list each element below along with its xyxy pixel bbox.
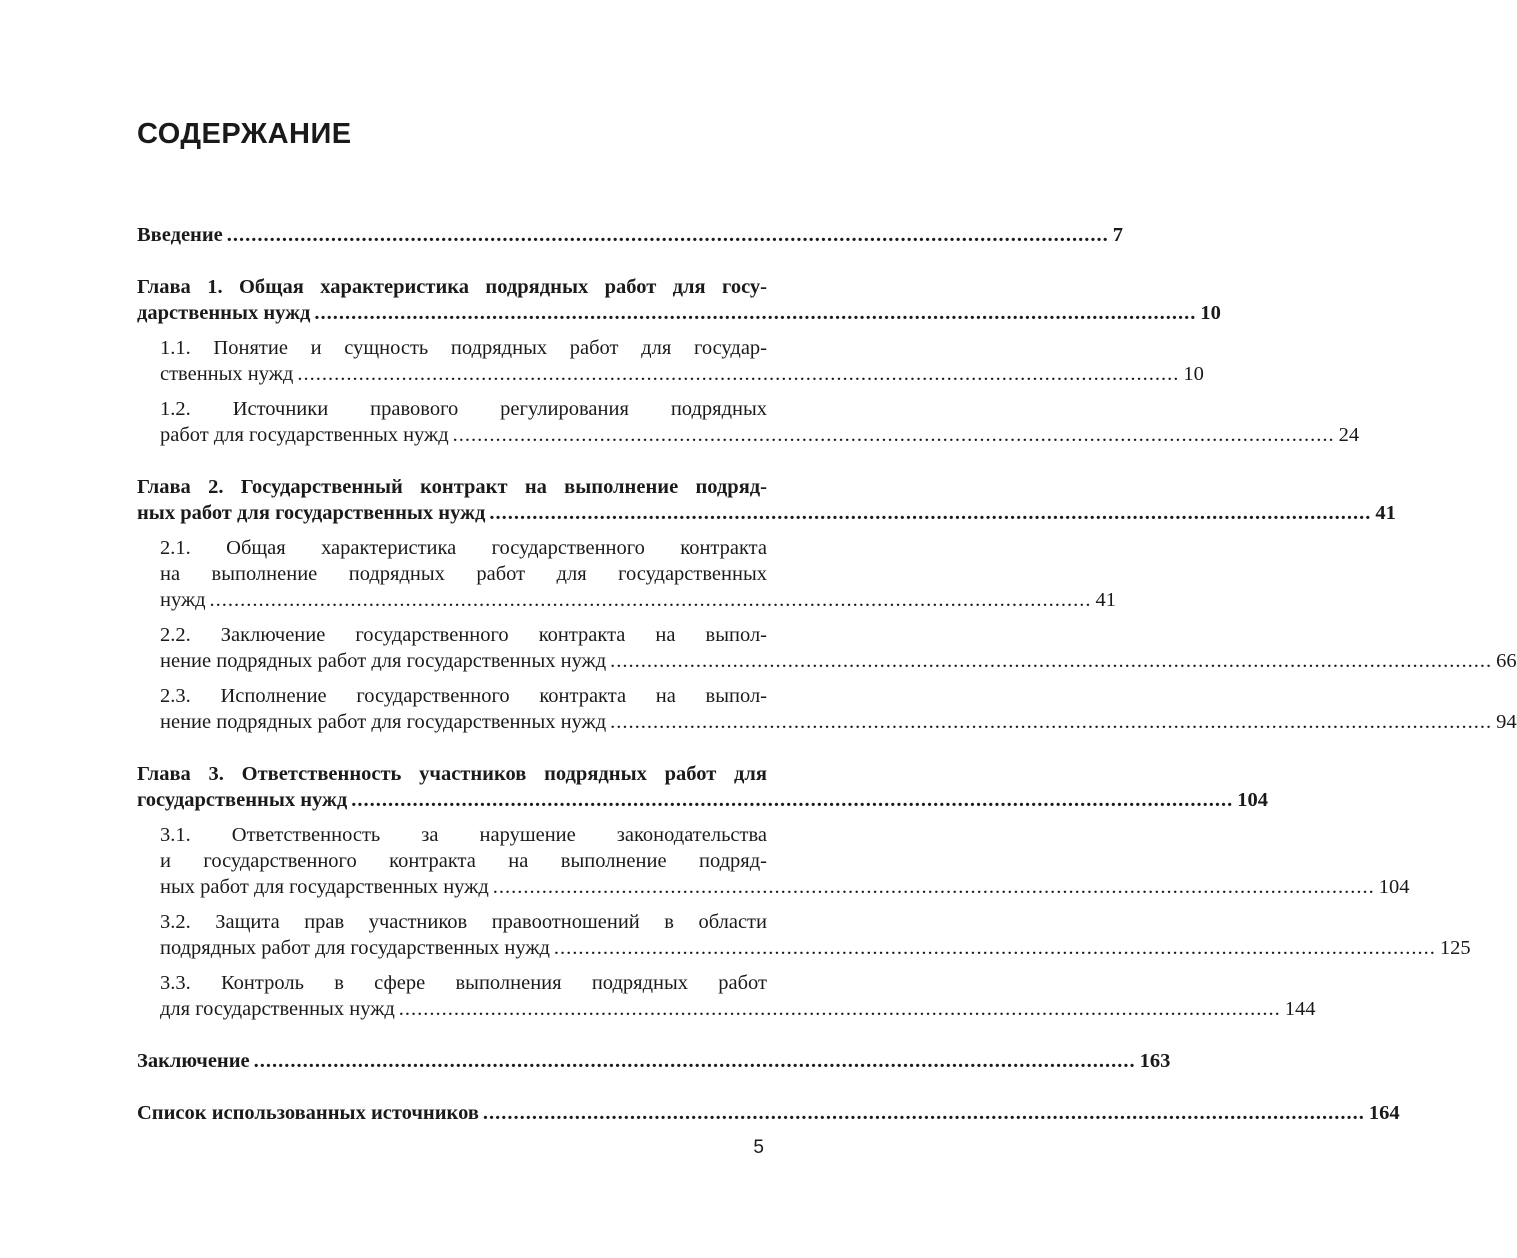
page-number: 5	[753, 1137, 764, 1158]
toc-entry-chapter-2[interactable]	[137, 474, 1396, 526]
toc-leader-dots: ................................................................................................................................................	[351, 789, 1234, 811]
toc-entry-title: Заключение	[137, 1050, 250, 1072]
toc-entry-title-line: 3.3. Контроль в сфере выполнения подрядных работ	[160, 972, 767, 994]
toc-entry-title-line: подрядных работ для государственных нужд	[160, 937, 550, 959]
toc-page-number: 104	[1378, 876, 1410, 898]
toc-entry-intro[interactable]	[137, 222, 1124, 248]
table-of-contents	[137, 222, 1517, 1126]
toc-page-number: 10	[1200, 302, 1221, 324]
toc-leader-dots: ................................................................................................................................................	[209, 589, 1092, 611]
toc-entry-title-line: работ для государственных нужд	[160, 424, 449, 446]
toc-page-number: 94	[1496, 711, 1517, 733]
toc-leader-dots: ................................................................................................................................................	[610, 650, 1493, 672]
toc-entry-conclusion[interactable]	[137, 1048, 1171, 1074]
toc-leader-dots: ................................................................................................................................................	[610, 711, 1493, 733]
toc-leader-dots: ................................................................................................................................................	[297, 363, 1180, 385]
toc-leader-dots: ................................................................................................................................................	[482, 1102, 1365, 1124]
toc-page-number: 144	[1284, 998, 1316, 1020]
toc-entry-title-line: ных работ для государственных нужд	[160, 876, 489, 898]
toc-page-number: 41	[1375, 502, 1396, 524]
toc-entry-title-line: 1.1. Понятие и сущность подрядных работ для государ-	[160, 337, 767, 359]
toc-entry-title-line: Глава 1. Общая характеристика подрядных работ для госу-	[137, 276, 767, 298]
toc-entry-title-line: 2.3. Исполнение государственного контракта на выпол-	[160, 685, 767, 707]
toc-entry-title-line: государственных нужд	[137, 789, 348, 811]
toc-leader-dots: ................................................................................................................................................	[314, 302, 1197, 324]
toc-leader-dots: ................................................................................................................................................	[226, 224, 1109, 246]
toc-entry-sources[interactable]	[137, 1100, 1400, 1126]
page-title: СОДЕРЖАНИЕ	[137, 118, 352, 150]
toc-entry-title-line: для государственных нужд	[160, 998, 395, 1020]
toc-entry-title-line: 2.2. Заключение государственного контракта на выпол-	[160, 624, 767, 646]
toc-leader-dots: ................................................................................................................................................	[492, 876, 1375, 898]
toc-entry-section-2-3[interactable]	[137, 683, 1517, 735]
toc-page-number: 164	[1368, 1102, 1400, 1124]
toc-page-number: 104	[1237, 789, 1268, 811]
toc-entry-title-line: дарственных нужд	[137, 302, 311, 324]
toc-entry-section-1-1[interactable]	[137, 335, 1204, 387]
toc-entry-title-line: нение подрядных работ для государственных нужд	[160, 711, 607, 733]
toc-entry-title-line: 3.1. Ответственность за нарушение законодательства	[160, 824, 767, 846]
toc-page-number: 163	[1139, 1050, 1171, 1072]
toc-page-number: 41	[1095, 589, 1117, 611]
toc-entry-title-line: ственных нужд	[160, 363, 294, 385]
toc-entry-title-line: нужд	[160, 589, 206, 611]
toc-entry-section-3-2[interactable]	[137, 909, 1471, 961]
toc-entry-title-line: ных работ для государственных нужд	[137, 502, 486, 524]
toc-entry-chapter-1[interactable]	[137, 274, 1221, 326]
toc-entry-title-line: 3.2. Защита прав участников правоотношений в области	[160, 911, 767, 933]
toc-entry-title: Список использованных источников	[137, 1102, 479, 1124]
toc-entry-title-line: 2.1. Общая характеристика государственного контракта	[160, 537, 767, 559]
toc-page-number: 10	[1183, 363, 1204, 385]
toc-page-number: 24	[1338, 424, 1360, 446]
toc-page-number: 125	[1439, 937, 1471, 959]
toc-entry-title: Введение	[137, 224, 223, 246]
toc-entry-title-line: нение подрядных работ для государственных нужд	[160, 650, 607, 672]
toc-leader-dots: ................................................................................................................................................	[489, 502, 1372, 524]
toc-page-number: 7	[1112, 224, 1124, 246]
toc-entry-section-2-1[interactable]	[137, 535, 1117, 613]
toc-entry-title-line: и государственного контракта на выполнение подряд-	[160, 850, 767, 872]
toc-entry-section-3-1[interactable]	[137, 822, 1410, 900]
toc-entry-section-2-2[interactable]	[137, 622, 1517, 674]
toc-leader-dots: ................................................................................................................................................	[452, 424, 1335, 446]
toc-leader-dots: ................................................................................................................................................	[553, 937, 1436, 959]
toc-entry-section-3-3[interactable]	[137, 970, 1316, 1022]
toc-entry-title-line: на выполнение подрядных работ для государственных	[160, 563, 767, 585]
toc-leader-dots: ................................................................................................................................................	[398, 998, 1281, 1020]
toc-entry-title-line: Глава 2. Государственный контракт на выполнение подряд-	[137, 476, 767, 498]
toc-page-number: 66	[1496, 650, 1517, 672]
toc-leader-dots: ................................................................................................................................................	[253, 1050, 1136, 1072]
toc-entry-title-line: 1.2. Источники правового регулирования подрядных	[160, 398, 767, 420]
toc-entry-section-1-2[interactable]	[137, 396, 1360, 448]
toc-entry-chapter-3[interactable]	[137, 761, 1268, 813]
toc-entry-title-line: Глава 3. Ответственность участников подрядных работ для	[137, 763, 767, 785]
